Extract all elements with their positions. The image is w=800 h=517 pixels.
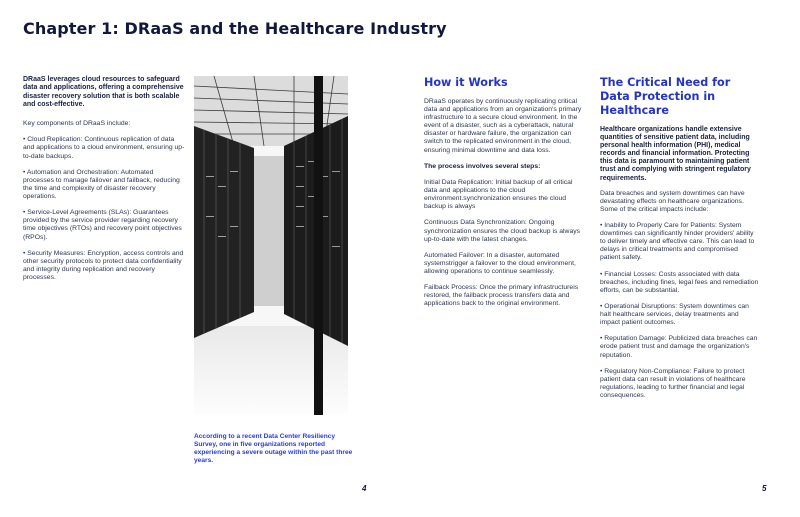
critical-need-heading: The Critical Need for Data Protection in Healthcare [600,76,731,117]
impact-bullet: • Inability to Properly Care for Patients: System downtimes can significantly hinder providers' ability to deliver timely and effective care. This can lead to delays in critical treatments and compromised patient safety. [600,222,755,262]
impacts-intro: Data breaches and system downtimes can have devastating effects on healthcare organizations. Some of the critical impacts include: [600,189,745,213]
page-number-right: 5 [762,484,767,493]
impact-bullet: • Financial Losses: Costs associated with data breaches, including fines, legal fees and remediation efforts, can be substantial. [600,270,759,294]
critical-need-lead: Healthcare organizations handle extensive quantities of sensitive patient data, including personal health information (PHI), medical records and financial information. Protecting this data is paramount to maintaining patient trust and complying with stringent regulatory requirements. [600,126,751,182]
process-step: Continuous Data Synchronization: Ongoing synchronization ensures the cloud backup is always up-to-date with the latest changes. [424,219,581,243]
process-step: Initial Data Replication: Initial backup of all critical data and applications to the cloud environment.synchronization ensures the cloud backup is always [424,178,573,211]
critical-need-section [600,76,760,408]
photo-caption: According to a recent Data Center Resiliency Survey, one in five organizations reported experiencing a severe outage within the past three years. [194,432,353,464]
process-step: Failback Process: Once the primary infrastructureis restored, the failback process transfers data and applications back to the original environment. [424,284,579,308]
process-step: Automated Failover: In a disaster, automated systemstrigger a failover to the cloud environment, allowing operations to continue seamlessly. [424,251,576,275]
left-lead-paragraph: DRaaS leverages cloud resources to safeguard data and applications, offering a comprehensive disaster recovery solution that is both scalable and cost-effective. [23,76,184,108]
components-intro: Key components of DRaaS include: [23,120,131,128]
component-bullet: • Service-Level Agreements (SLAs): Guarantees provided by the service provider regarding recovery time objectives (RTOs) and recovery point objectives (RPOs). [23,209,182,241]
impact-bullet: • Reputation Damage: Publicized data breaches can erode patient trust and damage the organization's reputation. [600,335,758,359]
left-column [23,76,185,290]
server-racks-image [194,76,348,415]
component-bullet: • Cloud Replication: Continuous replication of data and applications to a cloud environment, ensuring up-to-date backups. [23,136,185,160]
how-it-works-intro: DRaaS operates by continuously replicating critical data and applications from an organization's primary infrastructure to a secure cloud environment. In the event of a disaster, such as a cyberattack, natural disaster or hardware failure, the organization can switch to the replicated environment in the cloud, ensuring minimal downtime and data loss. [424,98,582,154]
steps-heading: The process involves several steps: [424,162,541,170]
how-it-works-heading: How it Works [424,76,508,89]
chapter-title: Chapter 1: DRaaS and the Healthcare Industry [23,19,447,38]
component-bullet: • Automation and Orchestration: Automated processes to manage failover and failback, reducing the time and complexity of disaster recovery operations. [23,168,180,201]
page-number-left: 4 [362,484,367,493]
how-it-works-section [424,76,582,317]
impact-bullet: • Regulatory Non-Compliance: Failure to protect patient data can result in violations of healthcare regulations, leading to further financial and legal consequences. [600,367,746,399]
data-center-photo [194,76,348,415]
component-bullet: • Security Measures: Encryption, access controls and other security protocols to protect data confidentiality and integrity during replication and recovery processes. [23,249,184,281]
impact-bullet: • Operational Disruptions: System downtimes can halt healthcare services, delay treatments and impact patient outcomes. [600,302,749,327]
